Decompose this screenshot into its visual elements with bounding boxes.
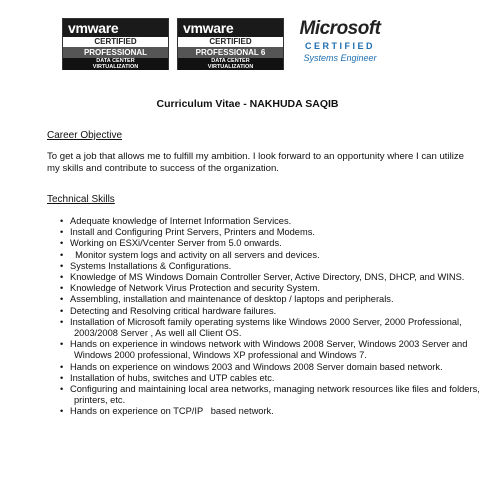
skill-text: Monitor system logs and activity on all servers and devices. <box>70 249 320 260</box>
bullet-icon: • <box>60 294 64 305</box>
skill-text: Assembling, installation and maintenance of desktop / laptops and peripherals. <box>70 294 394 305</box>
bullet-icon: • <box>60 305 64 316</box>
skill-text: Knowledge of MS Windows Domain Controller Server, Active Directory, DNS, DHCP, and WINS. <box>70 272 465 283</box>
microsoft-role-label: Systems Engineer <box>303 53 377 63</box>
skill-item <box>60 373 480 384</box>
document-title: Curriculum Vitae - NAKHUDA SAQIB <box>156 98 339 110</box>
microsoft-certified-logo <box>288 18 392 70</box>
skill-text: Adequate knowledge of Internet Information Services. <box>70 216 292 226</box>
vmware-level-label: PROFESSIONAL 6 <box>178 47 283 58</box>
technical-skills-list <box>60 216 483 418</box>
skill-text: Installation of Microsoft family operating systems like Windows 2000 Server, 2000 Professional, 2003/2008 Server , As well all Client OS. <box>70 316 465 339</box>
bullet-icon: • <box>60 238 64 249</box>
bullet-icon: • <box>60 361 64 372</box>
bullet-icon: • <box>60 272 64 283</box>
skill-text: Installation of hubs, switches and UTP cables etc. <box>70 372 275 383</box>
skill-text: Knowledge of Network Virus Protection and security System. <box>70 283 320 294</box>
skill-item <box>60 272 480 283</box>
skill-item <box>60 362 480 373</box>
vmware-level-label: PROFESSIONAL <box>63 47 168 58</box>
bullet-icon: • <box>60 260 64 271</box>
bullet-icon: • <box>60 372 64 383</box>
bullet-icon: • <box>60 406 64 417</box>
bullet-icon: • <box>60 216 64 226</box>
skill-item <box>60 339 480 361</box>
skill-item <box>60 406 480 417</box>
bullet-icon: • <box>60 339 64 350</box>
skill-item <box>60 261 480 272</box>
vmware-certified-label: CERTIFIED <box>178 37 283 47</box>
vmware-track-line2: VIRTUALIZATION <box>207 64 254 70</box>
skill-item <box>60 216 480 227</box>
career-objective-text: To get a job that allows me to fulfill my ambition. I look forward to an opportunity where I can utilize my skills and contribute to success of the organization. <box>47 151 464 174</box>
skill-text: Install and Configuring Print Servers, Printers and Modems. <box>70 227 315 238</box>
bullet-icon: • <box>60 316 64 327</box>
skill-item <box>60 306 480 317</box>
skill-text: Detecting and Resolving critical hardware failures. <box>70 305 277 316</box>
certification-logos <box>62 18 392 70</box>
vmware-track-label <box>178 58 283 70</box>
vmware-brand: vmware <box>68 20 119 36</box>
skill-text: Hands on experience on TCP/IP based network. <box>70 406 274 417</box>
bullet-icon: • <box>60 283 64 294</box>
skill-item <box>60 227 480 238</box>
skill-text: Systems Installations & Configurations. <box>70 260 232 271</box>
bullet-icon: • <box>60 249 64 260</box>
microsoft-brand: Microsoft <box>299 18 381 39</box>
bullet-icon: • <box>60 227 64 238</box>
microsoft-certified-label: CERTIFIED <box>304 41 375 51</box>
skill-text: Configuring and maintaining local area networks, managing network resources like files and folders, printers, etc. <box>70 384 483 406</box>
vmware-track-line2: VIRTUALIZATION <box>92 64 139 70</box>
vmware-track-line1: DATA CENTER <box>211 58 250 64</box>
vmware-track-line1: DATA CENTER <box>96 58 135 64</box>
bullet-icon: • <box>60 384 64 395</box>
skill-item <box>60 250 480 261</box>
vmware-certified-label: CERTIFIED <box>63 37 168 47</box>
skill-item <box>60 238 480 249</box>
vmware-vcp6-logo <box>177 18 284 70</box>
career-objective-heading: Career Objective <box>47 130 123 141</box>
technical-skills-heading: Technical Skills <box>47 194 115 205</box>
skill-item <box>60 384 483 406</box>
skill-text: Hands on experience on windows 2003 and Windows 2008 Server domain based network. <box>70 361 443 372</box>
vmware-brand: vmware <box>183 20 234 36</box>
vmware-track-label <box>63 58 168 70</box>
skill-item <box>60 317 480 339</box>
skill-text: Hands on experience in windows network with Windows 2008 Server, Windows 2003 Server and Windows 2000 professional, Windows XP professional and Windows 7. <box>70 339 470 361</box>
skill-item <box>60 283 480 294</box>
skill-item <box>60 294 480 305</box>
vmware-vcp-logo <box>62 18 169 70</box>
skill-text: Working on ESXi/Vcenter Server from 5.0 onwards. <box>70 238 282 249</box>
